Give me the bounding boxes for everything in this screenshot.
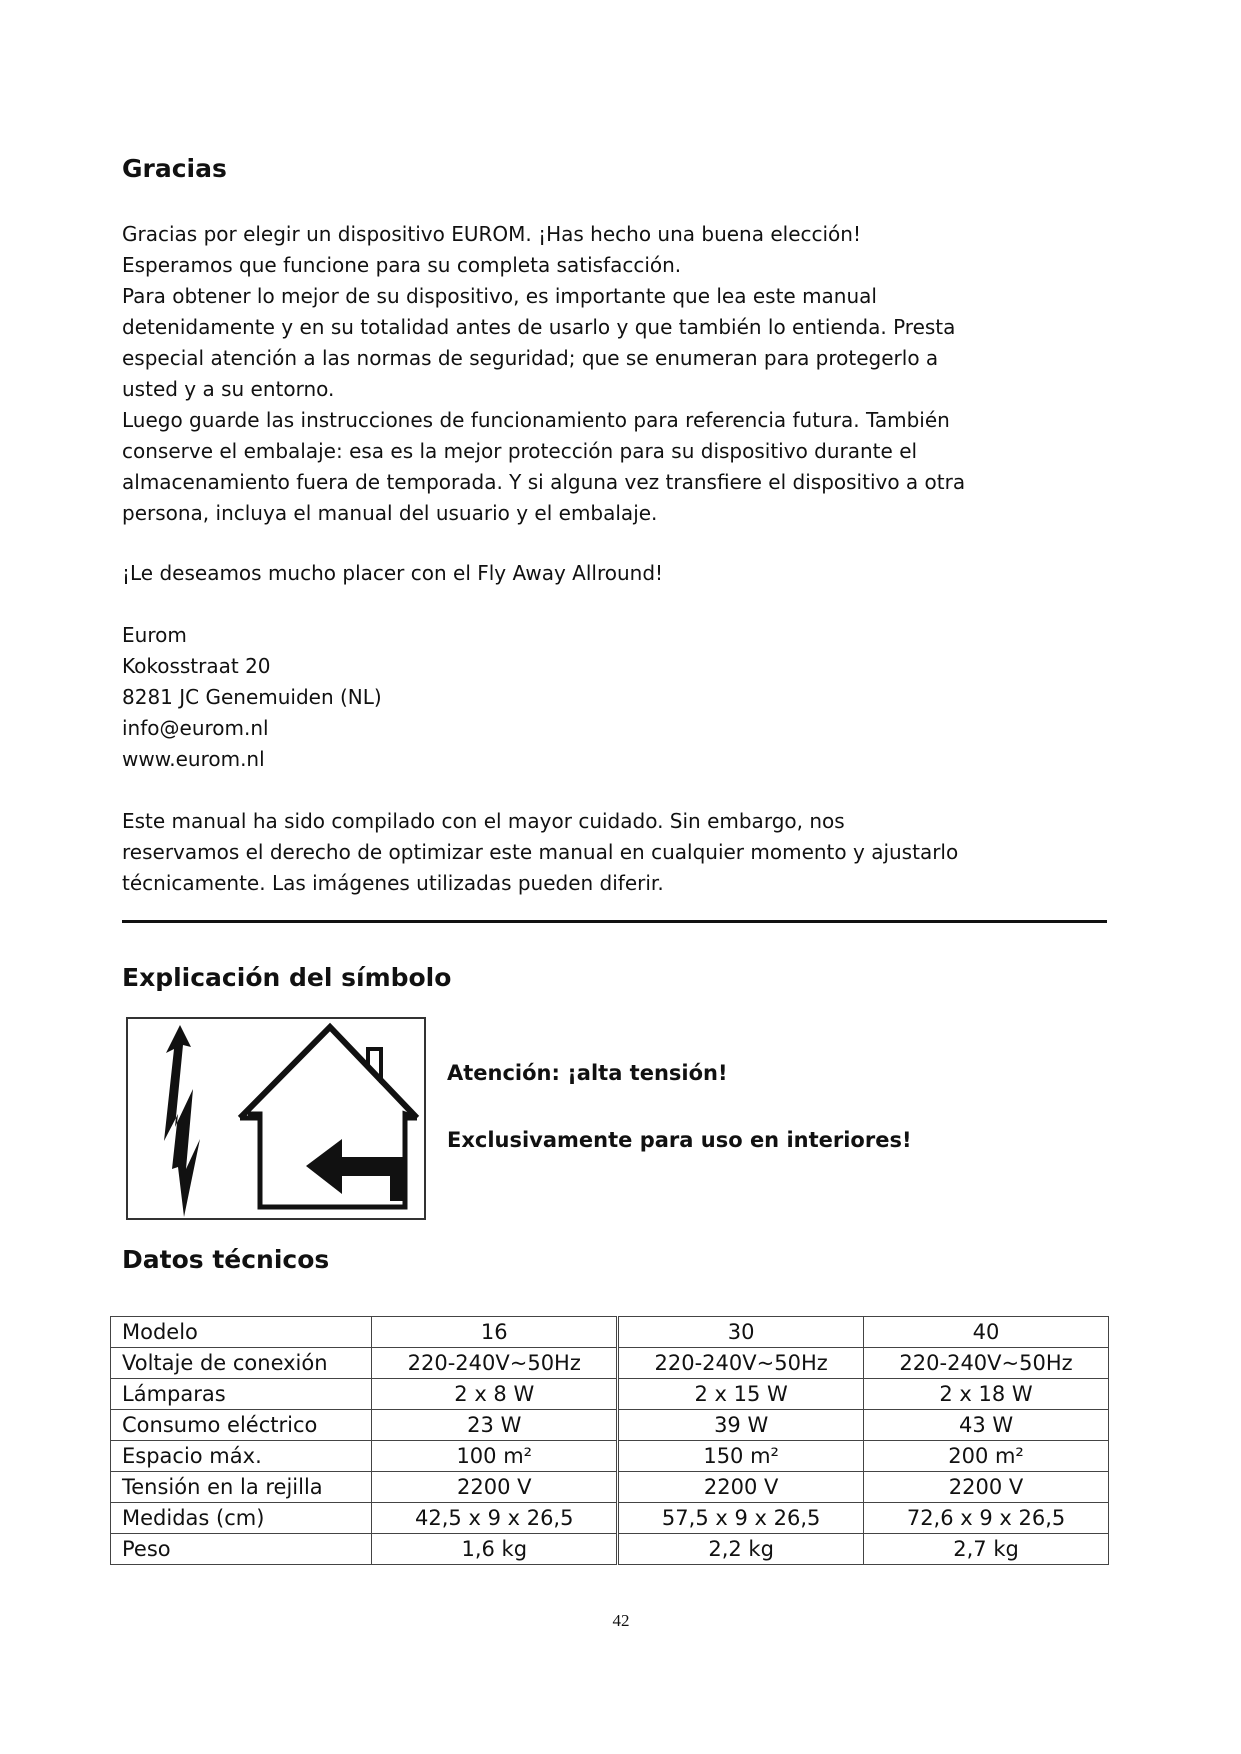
table-cell: 43 W (864, 1410, 1109, 1441)
table-cell: 2,2 kg (618, 1534, 864, 1565)
company-name: Eurom (122, 623, 187, 647)
table-cell: 2 x 18 W (864, 1379, 1109, 1410)
paragraph-line: persona, incluya el manual del usuario y el embalaje. (122, 501, 658, 525)
table-cell: 220-240V~50Hz (372, 1348, 618, 1379)
paragraph-line: Gracias por elegir un dispositivo EUROM. ¡Has hecho una buena elección! (122, 222, 861, 246)
paragraph-line: Luego guarde las instrucciones de funcionamiento para referencia futura. También (122, 408, 950, 432)
row-label: Medidas (cm) (111, 1503, 372, 1534)
table-cell: 57,5 x 9 x 26,5 (618, 1503, 864, 1534)
city-address: 8281 JC Genemuiden (NL) (122, 685, 382, 709)
paragraph-line: conserve el embalaje: esa es la mejor protección para su dispositivo durante el (122, 439, 918, 463)
row-label: Lámparas (111, 1379, 372, 1410)
table-cell: 42,5 x 9 x 26,5 (372, 1503, 618, 1534)
table-cell: 1,6 kg (372, 1534, 618, 1565)
table-cell: 2 x 8 W (372, 1379, 618, 1410)
paragraph-line: almacenamiento fuera de temporada. Y si alguna vez transfiere el dispositivo a otra (122, 470, 966, 494)
cell-model-40: 40 (864, 1317, 1109, 1348)
wish-line: ¡Le deseamos mucho placer con el Fly Away Allround! (122, 561, 664, 585)
table-cell: 150 m² (618, 1441, 864, 1472)
row-label: Consumo eléctrico (111, 1410, 372, 1441)
disclaimer-line: técnicamente. Las imágenes utilizadas pueden diferir. (122, 871, 664, 895)
table-row (111, 1472, 1109, 1503)
table-row (111, 1379, 1109, 1410)
table-cell: 2 x 15 W (618, 1379, 864, 1410)
table-cell: 200 m² (864, 1441, 1109, 1472)
row-label: Voltaje de conexión (111, 1348, 372, 1379)
intro-paragraph (122, 219, 965, 529)
street-address: Kokosstraat 20 (122, 654, 271, 678)
disclaimer-line: reservamos el derecho de optimizar este manual en cualquier momento y ajustarlo (122, 840, 959, 864)
row-label: Espacio máx. (111, 1441, 372, 1472)
table-cell: 72,6 x 9 x 26,5 (864, 1503, 1109, 1534)
symbol-image (126, 1017, 426, 1220)
section-divider (122, 920, 1107, 923)
table-cell: 2,7 kg (864, 1534, 1109, 1565)
table-cell: 220-240V~50Hz (618, 1348, 864, 1379)
table-cell: 100 m² (372, 1441, 618, 1472)
table-row (111, 1503, 1109, 1534)
row-label: Tensión en la rejilla (111, 1472, 372, 1503)
table-row (111, 1534, 1109, 1565)
specs-table (110, 1316, 1109, 1565)
table-row (111, 1348, 1109, 1379)
table-row (111, 1441, 1109, 1472)
section-title-specs: Datos técnicos (122, 1245, 330, 1274)
paragraph-line: detenidamente y en su totalidad antes de usarlo y que también lo entienda. Presta (122, 315, 956, 339)
row-label: Peso (111, 1534, 372, 1565)
disclaimer-paragraph (122, 806, 958, 899)
section-title-gracias: Gracias (122, 154, 227, 183)
table-row (111, 1410, 1109, 1441)
paragraph-line: Para obtener lo mejor de su dispositivo, es importante que lea este manual (122, 284, 877, 308)
table-cell: 23 W (372, 1410, 618, 1441)
email-link[interactable]: info@eurom.nl (122, 716, 269, 740)
paragraph-line: usted y a su entorno. (122, 377, 335, 401)
paragraph-line: especial atención a las normas de seguridad; que se enumeran para protegerlo a (122, 346, 939, 370)
indoor-use-house-icon (240, 1027, 417, 1207)
paragraph-line: Esperamos que funcione para su completa satisfacción. (122, 253, 682, 277)
table-cell: 2200 V (372, 1472, 618, 1503)
cell-model-30: 30 (618, 1317, 864, 1348)
notice-indoor-only: Exclusivamente para uso en interiores! (447, 1128, 912, 1152)
page-number: 42 (612, 1611, 630, 1630)
company-address (122, 620, 382, 775)
section-title-symbols: Explicación del símbolo (122, 963, 452, 992)
table-cell: 220-240V~50Hz (864, 1348, 1109, 1379)
cell-model-16: 16 (372, 1317, 618, 1348)
table-cell: 2200 V (618, 1472, 864, 1503)
wish-text (122, 558, 663, 589)
notice-high-voltage: Atención: ¡alta tensión! (447, 1061, 728, 1085)
disclaimer-line: Este manual ha sido compilado con el mayor cuidado. Sin embargo, nos (122, 809, 845, 833)
row-label: Modelo (111, 1317, 372, 1348)
table-cell: 2200 V (864, 1472, 1109, 1503)
high-voltage-lightning-icon (164, 1025, 200, 1217)
table-cell: 39 W (618, 1410, 864, 1441)
table-row (111, 1317, 1109, 1348)
website-link[interactable]: www.eurom.nl (122, 747, 265, 771)
